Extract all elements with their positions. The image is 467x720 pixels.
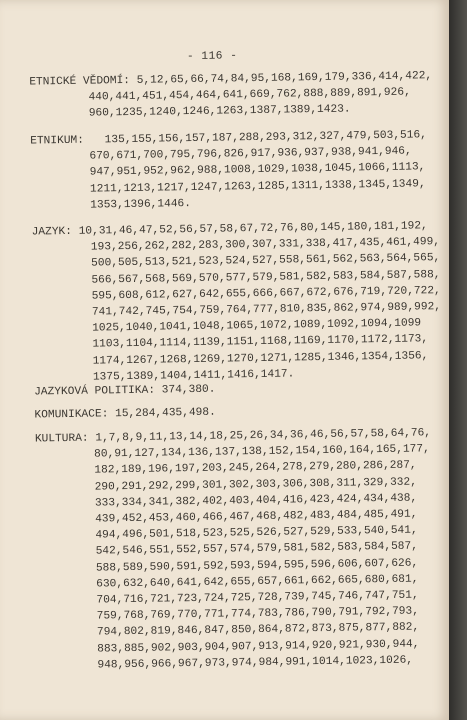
entry-page-refs: 794,802,819,846,847,850,864,872,873,875,877,882, (96, 621, 420, 639)
entry-page-refs: 566,567,568,569,570,577,579,581,582,583,584,587,588, (91, 268, 441, 287)
entry-page-refs: 1103,1104,1114,1139,1151,1168,1169,1170,1172,1173, (92, 333, 429, 352)
entry-page-refs: 15,284,435,498. (115, 406, 216, 421)
entry-term: KULTURA: (34, 432, 89, 446)
entry-page-refs: 595,608,612,627,642,655,666,667,672,676,719,720,722, (91, 284, 441, 303)
entry-page-refs: 588,589,590,591,592,593,594,595,596,606,607,626, (95, 557, 419, 575)
entry-page-refs: 439,452,453,460,466,467,468,482,483,484,485,491, (95, 508, 418, 526)
entry-page-refs: 741,742,745,754,759,764,777,810,835,862,974,989,992, (91, 301, 442, 319)
entry-term: ETNICKÉ VĚDOMÍ: (29, 74, 131, 89)
entry-page-refs: 500,505,513,521,523,524,527,558,561,562,563,564,565, (91, 252, 441, 271)
entry-page-refs: 135,155,156,157,187,288,293,312,327,479,503,516, (104, 129, 427, 147)
entry-page-refs: 182,189,196,197,203,245,264,278,279,280,286,287, (94, 459, 417, 477)
entry-page-refs: 80,91,127,134,136,137,138,152,154,160,164,165,177, (94, 443, 430, 461)
index-entry-etnicke-vedomi (29, 68, 433, 123)
entry-term: KOMUNIKACE: (34, 408, 109, 422)
entry-page-refs: 960,1235,1240,1246,1263,1387,1389,1423. (88, 103, 351, 121)
entry-page-refs: 494,496,501,518,523,525,526,527,529,533,540,541, (95, 524, 418, 542)
entry-page-refs: 1353,1396,1446. (90, 197, 192, 212)
entry-page-refs: 948,956,966,967,973,974,984,991,1014,1023,1026, (97, 654, 414, 672)
entry-page-refs: 704,716,721,723,724,725,728,739,745,746,747,751, (96, 589, 419, 607)
entry-page-refs: 1375,1389,1404,1411,1416,1417. (92, 368, 295, 384)
entry-page-refs: 759,768,769,770,771,774,783,786,790,791,792,793, (96, 605, 420, 623)
entry-page-refs: 1174,1267,1268,1269,1270,1271,1285,1346,1354,1356, (92, 349, 429, 368)
index-entry-jazyk (31, 218, 442, 386)
entry-page-refs: 374,380. (161, 383, 216, 397)
index-entry-kultura (35, 425, 439, 674)
entry-page-refs: 630,632,640,641,642,655,657,661,662,665,680,681, (96, 573, 419, 591)
entry-page-refs: 947,951,952,962,988,1008,1029,1038,1045,1066,1113, (89, 161, 426, 180)
entry-page-refs: 5,12,65,66,74,84,95,168,169,179,336,414,422, (136, 70, 433, 87)
index-entry-komunikace (34, 401, 434, 423)
entry-term: JAZYKOVÁ POLITIKA: (34, 384, 156, 399)
page-number: - 116 - (186, 50, 238, 64)
entry-term: JAZYK: (31, 225, 73, 239)
entry-page-refs: 440,441,451,454,464,641,669,762,888,889,891,926, (88, 86, 411, 104)
entry-term: ETNIKUM: (30, 134, 85, 148)
entry-page-refs: 1025,1040,1041,1048,1065,1072,1089,1092,1094,1099 (92, 317, 422, 335)
entry-page-refs: 542,546,551,552,557,574,579,581,582,583,584,587, (95, 540, 419, 558)
entry-page-refs: 333,334,341,382,402,403,404,416,423,424,434,438, (94, 492, 418, 510)
entry-page-refs: 193,256,262,282,283,300,307,331,338,417,435,461,499, (90, 236, 441, 254)
entry-page-refs: 10,31,46,47,52,56,57,58,67,72,76,80,145,180,181,192, (78, 220, 428, 238)
entry-page-refs: 670,671,700,795,796,826,917,936,937,938,941,946, (89, 145, 412, 163)
index-entry-etnikum (30, 127, 431, 214)
entry-page-refs: 1211,1213,1217,1247,1263,1285,1311,1338,1345,1349, (89, 177, 426, 196)
entry-page-refs: 883,885,902,903,904,907,913,914,920,921,930,944, (97, 638, 420, 656)
entry-page-refs: 1,7,8,9,11,13,14,18,25,26,34,36,46,56,57,58,64,76, (95, 427, 432, 445)
entry-page-refs: 290,291,292,299,301,302,303,306,308,311,329,332, (94, 476, 417, 494)
